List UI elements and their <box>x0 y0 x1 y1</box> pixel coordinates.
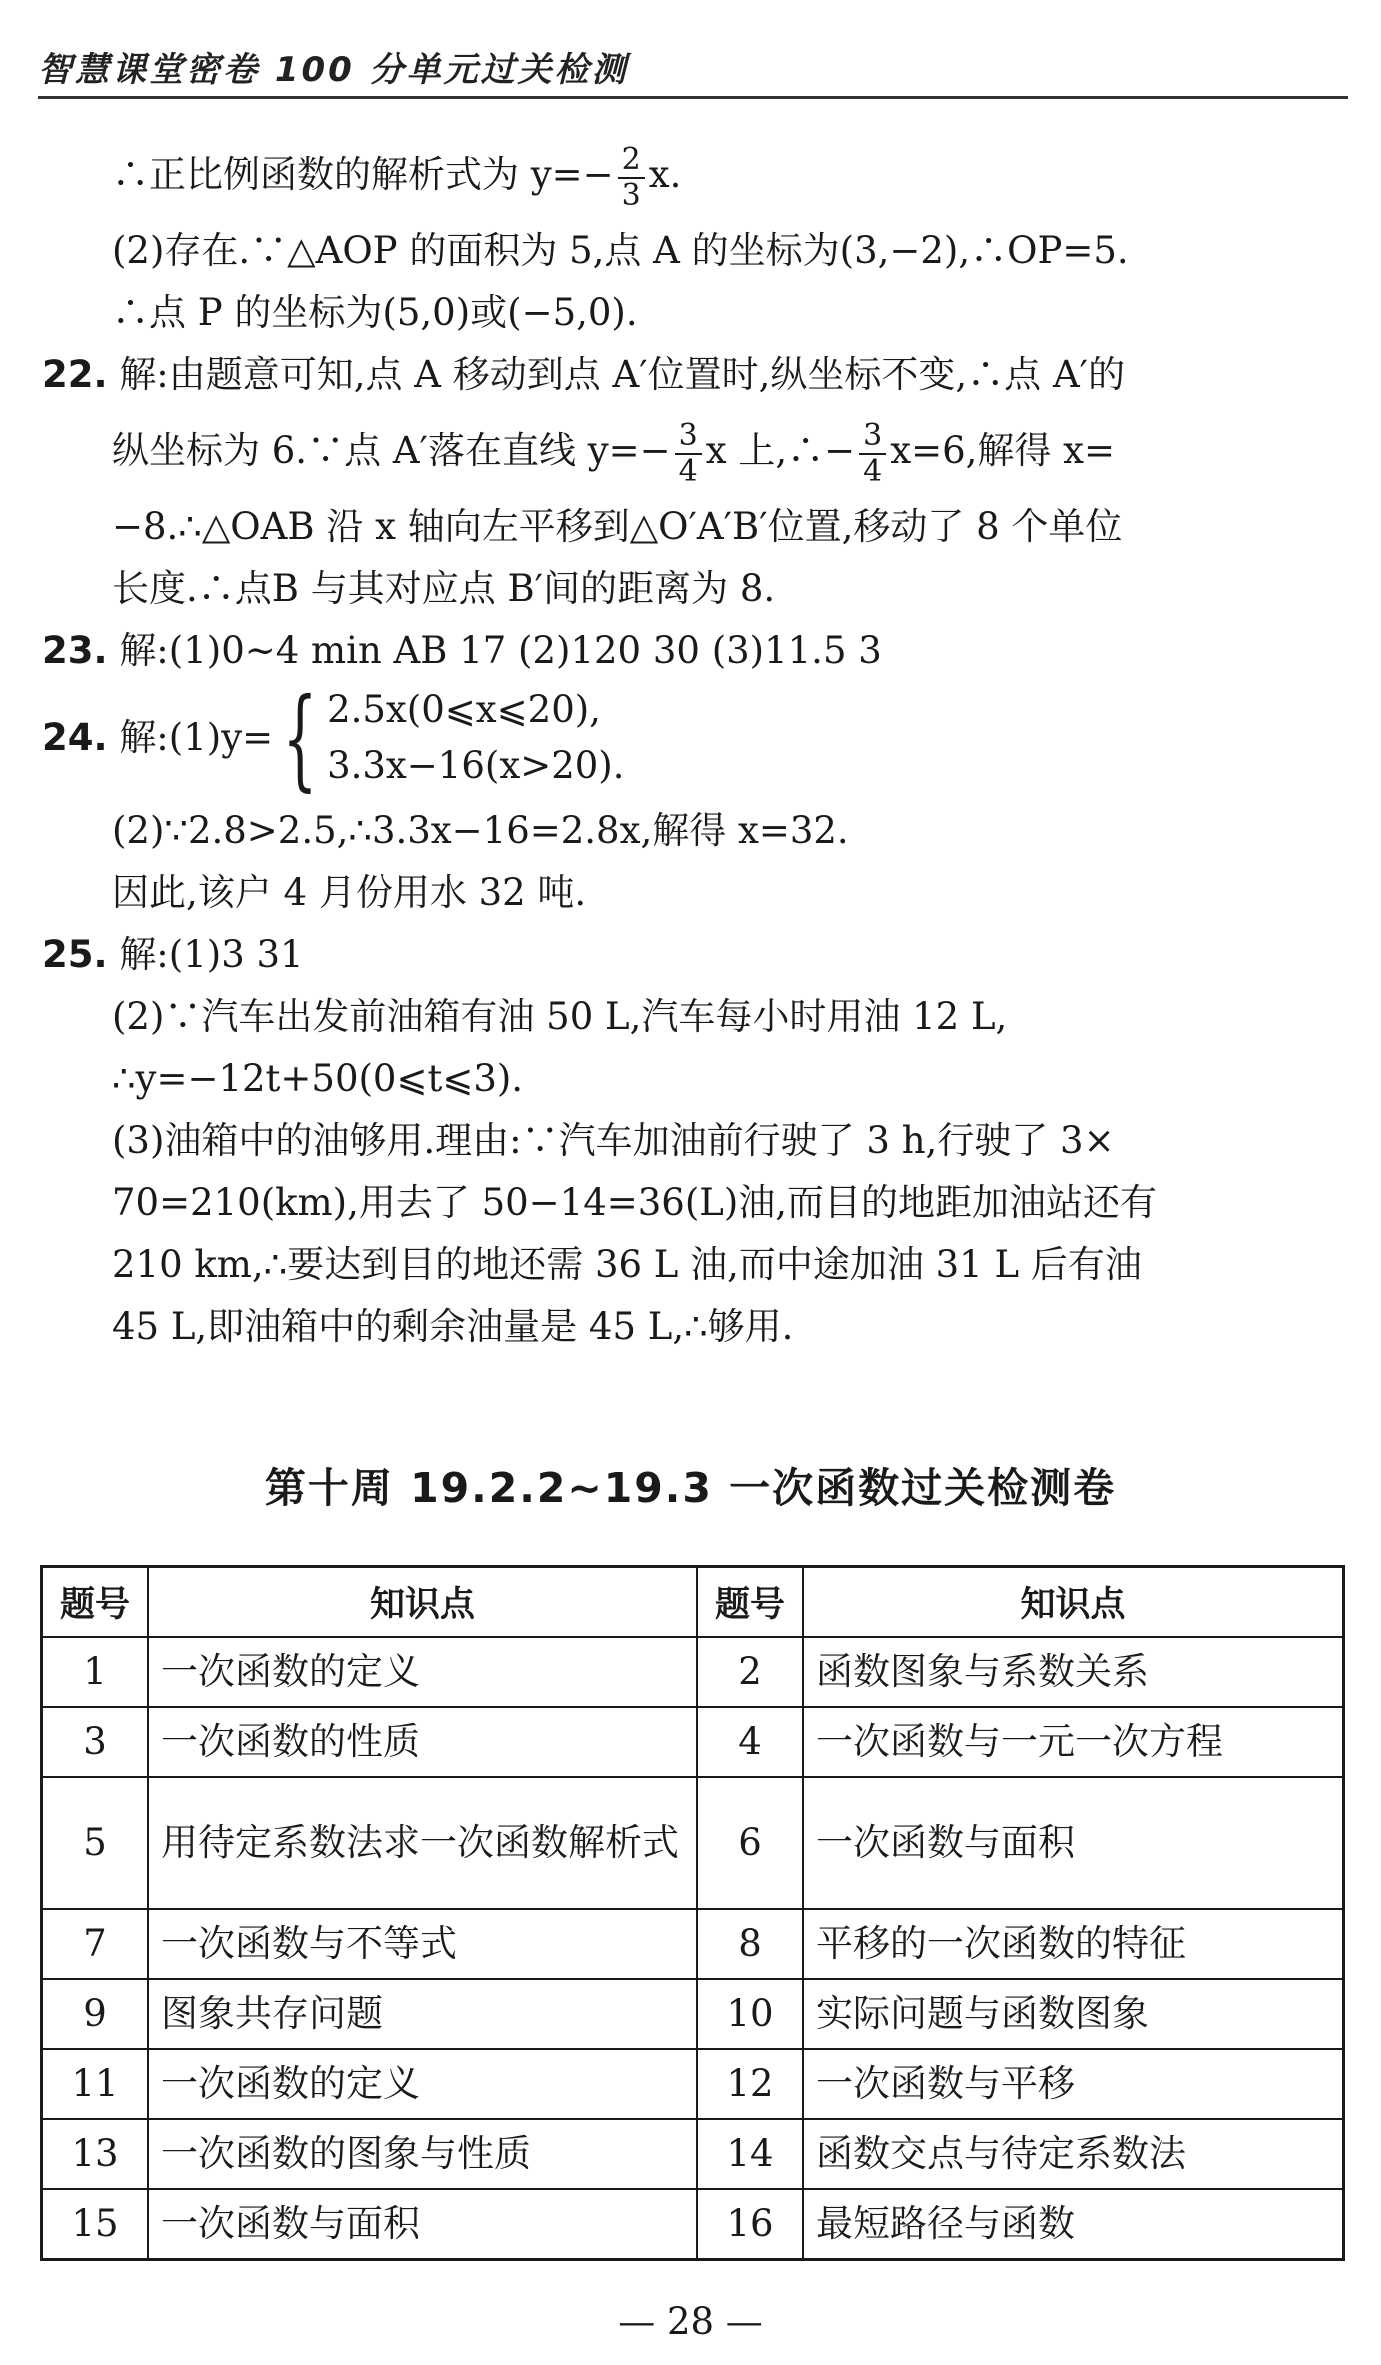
answer-line: 45 L,即油箱中的剩余油量是 45 L,∴够用. <box>112 1305 794 1348</box>
answer-line <box>42 130 1342 220</box>
cell: 平移的一次函数的特征 <box>803 1909 1344 1979</box>
cell: 用待定系数法求一次函数解析式 <box>148 1777 697 1909</box>
question-22 <box>42 344 1342 406</box>
cell: 10 <box>697 1979 803 2049</box>
denominator: 4 <box>678 453 698 489</box>
header-rule <box>38 96 1348 99</box>
table-row <box>42 1979 1344 2049</box>
cell: 5 <box>42 1777 149 1909</box>
table-row <box>42 1637 1344 1707</box>
page-header: 智慧课堂密卷 100 分单元过关检测 <box>38 50 629 90</box>
cell: 一次函数与平移 <box>803 2049 1344 2119</box>
table-header-row <box>42 1567 1344 1638</box>
denominator: 3 <box>621 177 641 213</box>
text: ∴正比例函数的解析式为 y=− <box>112 153 614 196</box>
answer-line: ∴y=−12t+50(0⩽t⩽3). <box>112 1057 524 1100</box>
section-title: 第十周 19.2.2~19.3 一次函数过关检测卷 <box>264 1464 1117 1512</box>
numerator: 3 <box>859 419 886 455</box>
cell: 一次函数的性质 <box>148 1707 697 1777</box>
answer-line: (2)∵2.8>2.5,∴3.3x−16=2.8x,解得 x=32. <box>112 809 849 852</box>
cell: 2 <box>697 1637 803 1707</box>
cell: 实际问题与函数图象 <box>803 1979 1344 2049</box>
cell: 函数图象与系数关系 <box>803 1637 1344 1707</box>
question-25 <box>42 924 1342 986</box>
cell: 图象共存问题 <box>148 1979 697 2049</box>
question-number: 25. <box>42 933 108 976</box>
answer-line <box>42 406 1342 496</box>
question-number: 22. <box>42 353 108 396</box>
cases <box>327 682 624 794</box>
cell: 16 <box>697 2189 803 2260</box>
question-number: 24. <box>42 716 108 759</box>
case-line: 2.5x(0⩽x⩽20), <box>327 688 601 731</box>
table-row <box>42 2189 1344 2260</box>
cell: 一次函数与面积 <box>148 2189 697 2260</box>
cell: 一次函数与一元一次方程 <box>803 1707 1344 1777</box>
text: x=6,解得 x= <box>890 429 1116 472</box>
text: 纵坐标为 6.∵点 A′落在直线 y=− <box>112 429 671 472</box>
table-row <box>42 1777 1344 1909</box>
table-row <box>42 1909 1344 1979</box>
cell: 13 <box>42 2119 149 2189</box>
denominator: 4 <box>863 453 883 489</box>
cell: 函数交点与待定系数法 <box>803 2119 1344 2189</box>
numerator: 2 <box>618 143 645 179</box>
cell: 14 <box>697 2119 803 2189</box>
answer-line: 长度.∴点B 与其对应点 B′间的距离为 8. <box>112 567 776 610</box>
column-header: 题号 <box>42 1567 149 1638</box>
table-row <box>42 2049 1344 2119</box>
answer-line: ∴点 P 的坐标为(5,0)或(−5,0). <box>112 291 638 334</box>
column-header: 知识点 <box>148 1567 697 1638</box>
knowledge-table <box>40 1565 1345 2261</box>
question-23 <box>42 620 1342 682</box>
text: x. <box>648 153 682 196</box>
cell: 3 <box>42 1707 149 1777</box>
page-number: — 28 — <box>618 2300 763 2343</box>
fraction <box>859 419 886 489</box>
answer-line: (3)油箱中的油够用.理由:∵汽车加油前行驶了 3 h,行驶了 3× <box>112 1119 1115 1162</box>
cell: 一次函数与不等式 <box>148 1909 697 1979</box>
fraction <box>618 143 645 213</box>
table-row <box>42 2119 1344 2189</box>
question-number: 23. <box>42 629 108 672</box>
cell: 一次函数的图象与性质 <box>148 2119 697 2189</box>
text: 解:由题意可知,点 A 移动到点 A′位置时,纵坐标不变,∴点 A′的 <box>119 353 1126 396</box>
answer-line: (2)∵汽车出发前油箱有油 50 L,汽车每小时用油 12 L, <box>112 995 1008 1038</box>
answer-line: 70=210(km),用去了 50−14=36(L)油,而目的地距加油站还有 <box>112 1181 1158 1224</box>
case-line: 3.3x−16(x>20). <box>327 744 625 787</box>
cell: 15 <box>42 2189 149 2260</box>
cell: 9 <box>42 1979 149 2049</box>
cell: 1 <box>42 1637 149 1707</box>
cell: 4 <box>697 1707 803 1777</box>
answer-line: −8.∴△OAB 沿 x 轴向左平移到△O′A′B′位置,移动了 8 个单位 <box>112 505 1123 548</box>
piecewise <box>42 674 625 802</box>
column-header: 题号 <box>697 1567 803 1638</box>
cell: 7 <box>42 1909 149 1979</box>
text: 解:(1)y= <box>119 716 274 759</box>
text: x 上,∴− <box>705 429 856 472</box>
cell: 一次函数的定义 <box>148 2049 697 2119</box>
cell: 8 <box>697 1909 803 1979</box>
answer-line: (2)存在.∵△AOP 的面积为 5,点 A 的坐标为(3,−2),∴OP=5. <box>112 229 1129 272</box>
question-24 <box>42 674 1342 802</box>
table-row <box>42 1707 1344 1777</box>
column-header: 知识点 <box>803 1567 1344 1638</box>
cell: 11 <box>42 2049 149 2119</box>
text: 解:(1)0~4 min AB 17 (2)120 30 (3)11.5 3 <box>119 629 882 672</box>
cell: 一次函数的定义 <box>148 1637 697 1707</box>
brace: { <box>282 674 318 802</box>
numerator: 3 <box>675 419 702 455</box>
answer-line: 210 km,∴要达到目的地还需 36 L 油,而中途加油 31 L 后有油 <box>112 1243 1142 1286</box>
cell: 6 <box>697 1777 803 1909</box>
answer-line: 因此,该户 4 月份用水 32 吨. <box>112 871 587 914</box>
fraction <box>675 419 702 489</box>
cell: 一次函数与面积 <box>803 1777 1344 1909</box>
answer-content <box>42 130 1342 1358</box>
text: 解:(1)3 31 <box>119 933 304 976</box>
cell: 最短路径与函数 <box>803 2189 1344 2260</box>
cell: 12 <box>697 2049 803 2119</box>
